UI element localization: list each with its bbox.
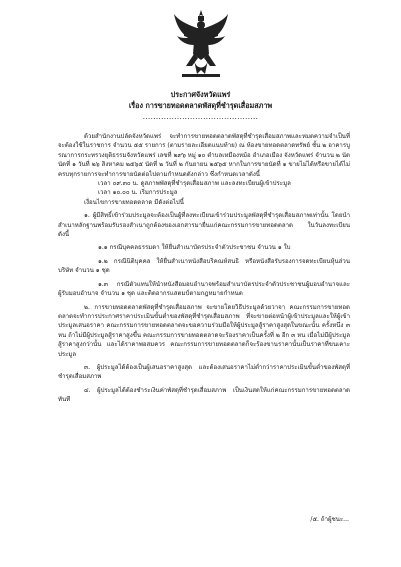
garuda-emblem <box>172 8 230 82</box>
announcement-title: ประกาศจังหวัดแพร่ <box>170 90 231 99</box>
continuation-note: /๕. ถ้าผู้ชนะ... <box>310 516 349 523</box>
conditions-heading: เงื่อนไขการขายทอดตลาด มีดังต่อไปนี้ <box>84 198 184 206</box>
condition-1: ๑. ผู้มีสิทธิ์เข้าร่วมประมูลจะต้องเป็นผู้ที่ลงทะเบียนเข้าร่วมประมูลพัสดุที่ชำรุดเสื่อมสภาพเท่านั้น โดยนำสำเนาหลักฐานพร้อมรับรองสำเนาถูกต้องของเอกสารมายื่นแก่คณะกรรมการขายทอดตลาด ในวันลงทะเบียน ดังนี้ <box>58 212 350 239</box>
condition-1-1: ๑.๑ กรณีบุคคลธรรมดา ให้ยื่นสำเนาบัตรประจำตัวประชาชน จำนวน ๑ ใบ <box>98 244 291 252</box>
announcement-subject: เรื่อง การขายทอดตลาดพัสดุที่ชำรุดเสื่อมสภาพ <box>128 101 273 110</box>
condition-1-2: ๑.๒ กรณีนิติบุคคล ให้ยื่นสำเนาหนังสือบริคณห์สนธิ หรือหนังสือรับรองการจดทะเบียนหุ้นส่วนบริษัท จำนวน ๑ ชุด <box>58 257 350 275</box>
schedule-auction: เวลา ๑๐.๐๐ น. เริ่มการประมูล <box>98 189 178 197</box>
divider: ............................................ <box>142 113 259 121</box>
paragraph-intro: ด้วยสำนักงานปลัดจังหวัดแพร่ จะทำการขายทอดตลาดพัสดุที่ชำรุดเสื่อมสภาพและหมดความจำเป็นที่จะต้องใช้ในราชการ จำนวน ๕๕ รายการ (ตามรายละเอียดแนบท้าย) ณ ห้องขายทอดตลาดทรัพย์ ชั้น ๒ อาคารบูรณาการกระทรวงยุติธรรมจังหวัดแพร่ เลขที่ ๒๙๖ หมู่ ๑๐ ตำบลเหมืองหม้อ อำเภอเมือง จังหวัดแพร่ จำนวน ๒ นัด นัดที่ ๑ วันที่ ๒๖ สิงหาคม ๒๕๖๕ นัดที่ ๒ วันที่ ๒ กันยายน ๒๕๖๕ หากในการขายนัดที่ ๑ ขายไม่ได้หรือขายได้ไม่ครบทุกรายการจะทำการขายนัดต่อไปตามกำหนดดังกล่าว ซึ่งกำหนดเวลาดังนี้ <box>58 133 351 178</box>
schedule-viewing: เวลา ๐๙.๓๐ น. ดูสภาพพัสดุที่ชำรุดเสื่อมสภาพ และลงทะเบียนผู้เข้าประมูล <box>98 180 291 188</box>
condition-2: ๒. การขายทอดตลาดพัสดุที่ชำรุดเสื่อมสภาพ จะขายโดยวิธีประมูลด้วยวาจา คณะกรรมการขายทอดตลาดจะทำการประกาศราคาประเมินขั้นต่ำของพัสดุที่ชำรุดเสื่อมสภาพ ที่จะขายต่อหน้าผู้เข้าประมูลและให้ผู้เข้าประมูลเสนอราคา คณะกรรมการขายทอดตลาดจะขอความร่วมมือให้ผู้ประมูลสู้ราคาสูงสุดในขณะนั้น ครั้งหนึ่ง ๓ หน ถ้าไม่มีผู้ประมูลสู้ราคาสูงขึ้น คณะกรรมการขายทอดตลาดจะร้องราคาเป็นครั้งที่ ๒ อีก ๓ หน เมื่อไม่มีผู้ประมูลสู้ราคาสูงกว่านั้น และได้ราคาพอสมควร คณะกรรมการขายทอดตลาดก็จะร้องขานราคานั้นเป็นราคาที่ขนเคาะประมูล <box>58 303 350 358</box>
condition-1-3: ๑.๓ กรณีตัวแทนให้นำหนังสือมอบอำนาจพร้อมสำเนาบัตรประจำตัวประชาชนผู้มอบอำนาจและผู้รับมอบอำนาจ จำนวน ๑ ชุด และติดอากรแสตมป์ตามกฎหมายกำหนด <box>58 280 350 298</box>
document-body <box>58 132 350 405</box>
condition-3: ๓. ผู้ประมูลได้ต้องเป็นผู้เสนอราคาสูงสุด และต้องเสนอราคาไม่ต่ำกว่าราคาประเมินขั้นต่ำของพัสดุที่ชำรุดเสื่อมสภาพ <box>58 363 350 381</box>
condition-4: ๔. ผู้ประมูลได้ต้องชำระเงินค่าพัสดุที่ชำรุดเสื่อมสภาพ เป็นเงินสดให้แก่คณะกรรมการขายทอดตลาดทันที <box>58 386 350 404</box>
